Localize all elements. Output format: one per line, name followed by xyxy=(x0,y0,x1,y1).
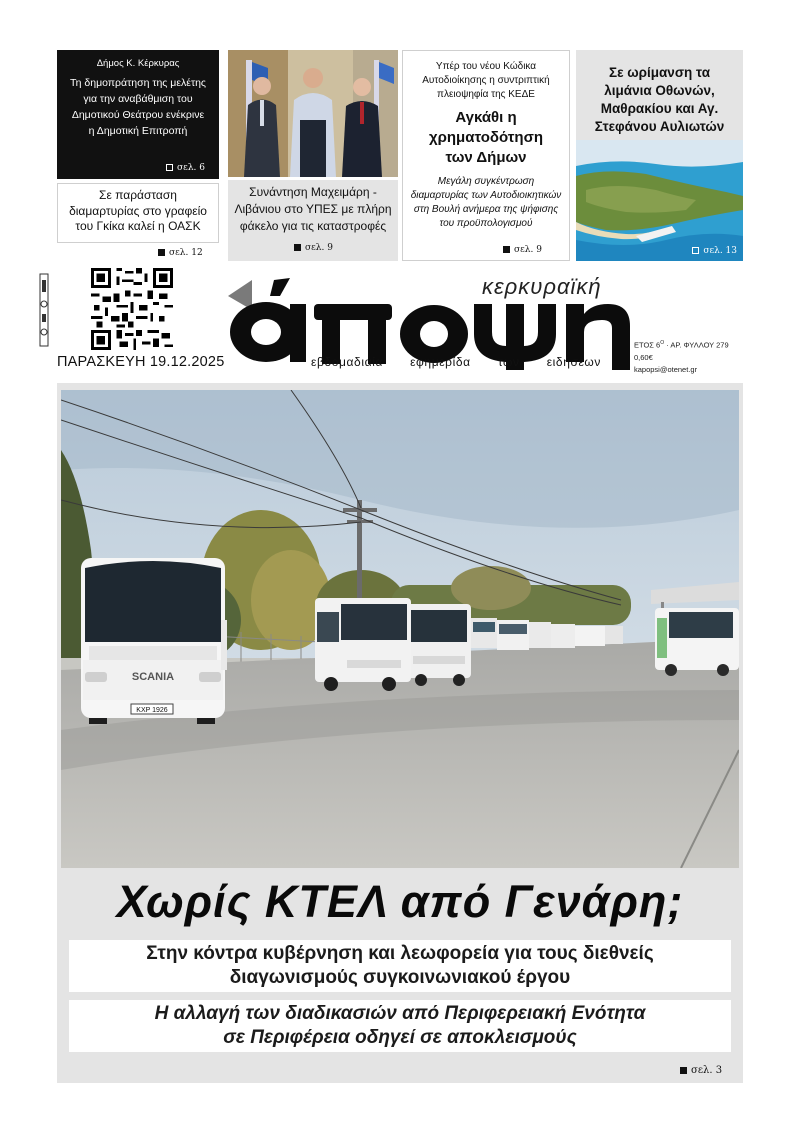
teaser-sub: διαμαρτυρίας των Αυτοδιοικητικών xyxy=(410,190,562,201)
teaser-kicker: Υπέρ του νέου Κώδικα xyxy=(435,61,537,72)
square-bullet-icon xyxy=(158,249,165,256)
tagline-word: των xyxy=(497,355,520,369)
issue-meta xyxy=(634,337,729,376)
tagline-word: εφημερίδα xyxy=(410,355,471,369)
page-ref xyxy=(294,240,333,257)
page-ref-text: σελ. 12 xyxy=(169,248,203,258)
issue-number: ΕΤΟΣ $6^O \cdot AP$. ΦΥΛΛΟΥ 279 xyxy=(634,340,729,350)
teaser-sub: Μεγάλη συγκέντρωση xyxy=(437,176,535,187)
teaser-funding[interactable] xyxy=(402,50,570,261)
teaser-line: για την αναβάθμιση του xyxy=(83,93,193,105)
teaser-line: Τη δημοπράτηση της μελέτης xyxy=(69,77,206,89)
square-bullet-icon xyxy=(680,1067,687,1074)
teaser-headline: λιμάνια Οθωνών, xyxy=(604,83,715,98)
teaser-headline: Μαθρακίου και Αγ. xyxy=(600,101,719,116)
teaser-headline: χρηματοδότηση xyxy=(428,129,544,146)
teaser-kicker: Αυτοδιοίκησης η συντριπτική xyxy=(422,75,550,86)
main-headline[interactable]: Χωρίς ΚΤΕΛ από Γενάρη; xyxy=(116,876,684,927)
teaser-sub: στη Βουλή ανήμερα της ψήφισης xyxy=(413,204,559,215)
teaser-headline: Σε ωρίμανση τα xyxy=(608,65,710,80)
qr-code[interactable] xyxy=(91,268,173,350)
teaser-line: Δημοτικού Θεάτρου ενέκρινε xyxy=(71,109,205,121)
teaser-ports[interactable] xyxy=(576,50,743,261)
contact-email[interactable]: kapopsi@otenet.gr xyxy=(634,364,698,374)
square-outline-icon xyxy=(166,164,173,171)
bus-depot-photo xyxy=(61,390,739,868)
square-bullet-icon xyxy=(503,246,510,253)
deck-line: σε Περιφέρεια οδηγεί σε αποκλεισμούς xyxy=(223,1027,577,1048)
bus-brand: SCANIA xyxy=(131,671,175,683)
square-outline-icon xyxy=(692,247,699,254)
page-ref-text: σελ. 6 xyxy=(177,163,205,173)
teaser-theatre[interactable] xyxy=(57,50,219,179)
teaser-headline: των Δήμων xyxy=(445,149,527,166)
main-deck xyxy=(69,1000,731,1052)
subheadline-line: διαγωνισμούς συγκοινωνιακού έργου xyxy=(229,967,571,988)
teaser-line: φάκελο για τις καταστροφές xyxy=(239,219,387,233)
vertical-logo-mark xyxy=(37,272,51,348)
subheadline-line: Στην κόντρα κυβέρνηση και λεωφορεία για τους διεθνείς xyxy=(146,943,654,964)
tagline-word: εβδομαδιαία xyxy=(311,355,383,369)
issue-price: 0,60€ xyxy=(634,352,653,362)
issue-date: ΠΑΡΑΣΚΕΥΗ 19.12.2025 xyxy=(57,354,225,370)
page-ref xyxy=(680,1065,722,1076)
teaser-line: Λιβάνιου στο ΥΠΕΣ με πλήρη xyxy=(234,202,392,216)
teaser-line: Συνάντηση Μαχειμάρη - xyxy=(249,185,377,199)
page-ref xyxy=(503,245,542,255)
page-ref-text: σελ. 9 xyxy=(514,245,542,255)
main-subheadline xyxy=(69,940,731,992)
page-ref-text: σελ. 13 xyxy=(703,246,737,256)
teaser-kicker: πλειοψηφία της ΚΕΔΕ xyxy=(437,89,535,100)
teaser-line: Σε παράσταση xyxy=(99,188,177,202)
tagline-word: ειδήσεων xyxy=(546,355,601,369)
teaser-kicker: Δήμος Κ. Κέρκυρας xyxy=(96,58,180,69)
tagline xyxy=(311,355,601,369)
page-ref-text: σελ. 9 xyxy=(305,243,333,253)
teaser-sub: του προϋπολογισμού xyxy=(439,218,533,229)
bus-plate: ΚΧΡ 1926 xyxy=(136,707,168,714)
deck-line: Η αλλαγή των διαδικασιών από Περιφερειακή Ενότητα xyxy=(154,1003,646,1024)
meeting-illustration xyxy=(228,50,398,177)
page-ref xyxy=(158,248,203,258)
page-ref xyxy=(166,163,205,173)
teaser-meeting[interactable] xyxy=(228,180,398,261)
teaser-protest[interactable] xyxy=(57,183,219,243)
teaser-line: η Δημοτική Επιτροπή xyxy=(88,125,188,137)
teaser-line: του Γκίκα καλεί η ΟΑΣΚ xyxy=(75,219,201,233)
page-ref xyxy=(692,246,737,256)
teaser-line: διαμαρτυρίας στο γραφείο xyxy=(69,203,207,218)
square-bullet-icon xyxy=(294,244,301,251)
teaser-headline: Στεφάνου Αυλιωτών xyxy=(594,119,725,134)
island-aerial-photo xyxy=(576,140,743,261)
bus-depot-illustration xyxy=(61,390,739,868)
logo-prefix: κερκυραϊκή xyxy=(482,274,602,299)
teaser-headline: Αγκάθι η xyxy=(455,109,517,126)
meeting-photo xyxy=(228,50,398,177)
page-ref-text: σελ. 3 xyxy=(691,1065,723,1076)
